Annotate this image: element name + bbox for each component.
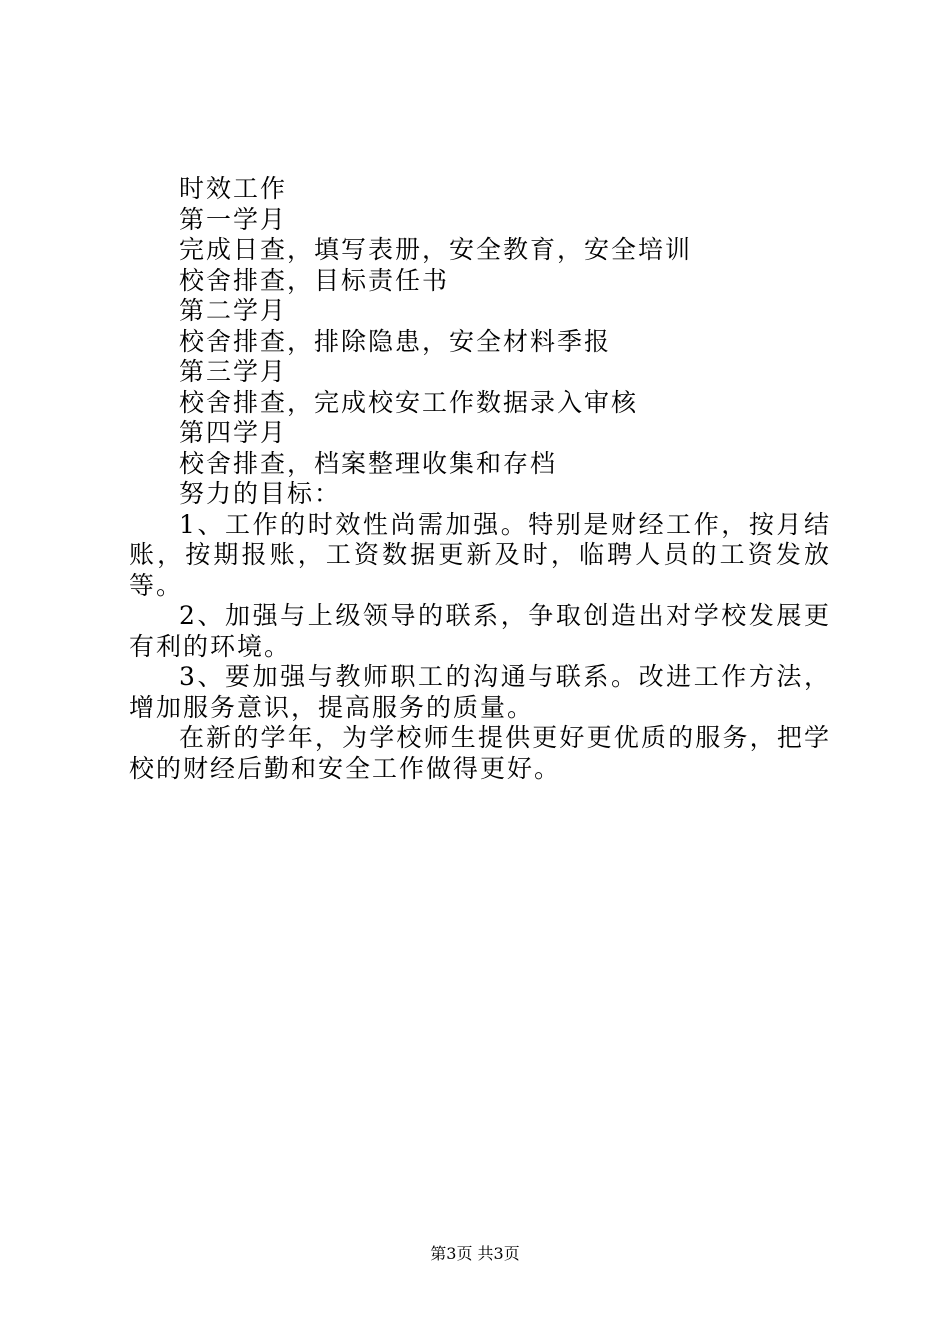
closing-paragraph: 在新的学年，为学校师生提供更好更优质的服务，把学校的财经后勤和安全工作做得更好。 — [129, 723, 831, 783]
task-line: 校舍排查，完成校安工作数据录入审核 — [179, 387, 639, 417]
document-body — [129, 174, 831, 784]
goal-paragraph: 2、加强与上级领导的联系，争取创造出对学校发展更有利的环境。 — [129, 601, 831, 661]
page-number-footer: 第3页 共3页 — [430, 1244, 520, 1263]
month-heading: 第二学月 — [179, 296, 288, 325]
task-line: 校舍排查，目标责任书 — [179, 265, 450, 295]
task-line: 校舍排查，档案整理收集和存档 — [179, 448, 558, 478]
goals-heading: 努力的目标： — [179, 479, 342, 508]
month-heading: 第四学月 — [179, 418, 288, 447]
goal-paragraph: 1、工作的时效性尚需加强。特别是财经工作，按月结账，按期报账，工资数据更新及时，临聘人员的工资发放等。 — [129, 509, 831, 600]
month-heading: 第三学月 — [179, 357, 288, 386]
task-line: 完成日查，填写表册，安全教育，安全培训 — [179, 235, 693, 264]
month-heading: 第一学月 — [179, 204, 288, 234]
goal-paragraph: 3、要加强与教师职工的沟通与联系。改进工作方法，增加服务意识，提高服务的质量。 — [129, 662, 831, 722]
task-line: 校舍排查，排除隐患，安全材料季报 — [179, 326, 612, 356]
section-heading: 时效工作 — [179, 174, 288, 203]
